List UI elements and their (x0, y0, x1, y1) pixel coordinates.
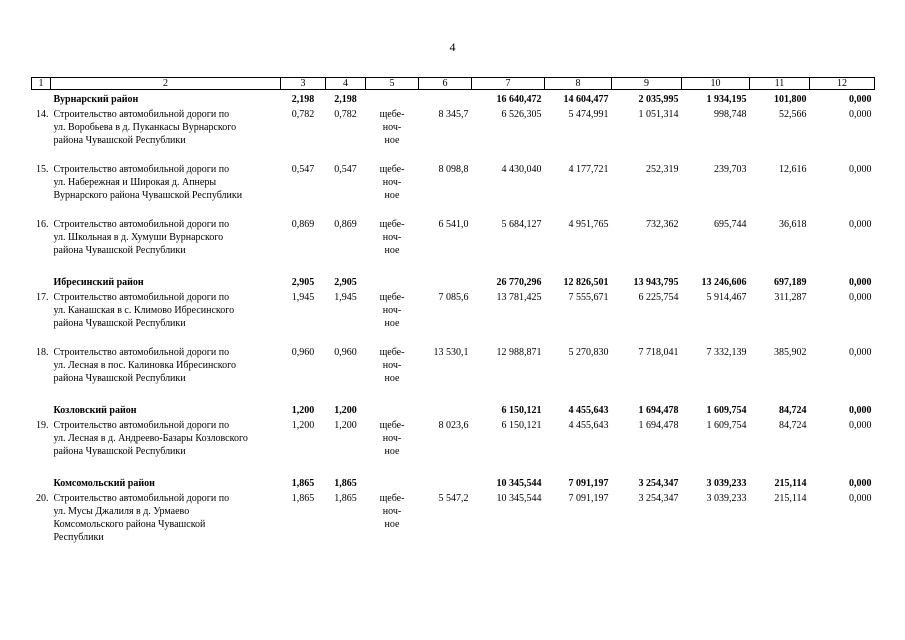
column-header: 5 (366, 78, 419, 90)
cost-value: 5 547,2 (438, 493, 469, 504)
row-index: 15. (36, 164, 49, 175)
row-index (32, 401, 51, 419)
table-row (32, 218, 875, 273)
cost-value: 12 826,501 (563, 277, 609, 288)
cost-value: 4 430,040 (501, 164, 542, 175)
length-value: 1,200 (334, 420, 357, 431)
cost-value: 0,000 (849, 277, 872, 288)
row-index (32, 90, 51, 109)
cost-value: 26 770,296 (496, 277, 542, 288)
cost-value: 5 474,991 (568, 109, 609, 120)
table-row (32, 346, 875, 401)
cost-value: 5 270,830 (568, 347, 609, 358)
surface-type: щебе- ноч- ное (379, 164, 405, 201)
length-value: 0,547 (291, 164, 315, 175)
row-index: 17. (36, 292, 49, 303)
cost-value: 6 150,121 (501, 420, 542, 431)
cost-value: 10 345,544 (496, 493, 542, 504)
column-number-header (32, 78, 875, 90)
cost-value: 5 684,127 (501, 219, 542, 230)
length-value: 1,200 (291, 405, 315, 416)
cost-value: 1 694,478 (638, 405, 679, 416)
cost-value: 13 530,1 (433, 347, 469, 358)
surface-type: щебе- ноч- ное (379, 109, 405, 146)
project-name: Строительство автомобильной дороги по ул. Воробьева в д. Пуканкасы Вурнарского района Чувашской Республики (53, 109, 237, 146)
cost-value: 3 254,347 (638, 478, 679, 489)
cost-value (419, 273, 472, 291)
surface-type: щебе- ноч- ное (379, 493, 405, 530)
cost-value: 215,114 (774, 493, 807, 504)
cost-value: 16 640,472 (496, 94, 542, 105)
cost-value: 1 934,195 (706, 94, 747, 105)
cost-value: 998,748 (714, 109, 747, 120)
project-name: Строительство автомобильной дороги по ул. Школьная в д. Хумуши Вурнарского района Чувашской Республики (53, 219, 230, 256)
table-row (32, 492, 875, 558)
cost-value: 215,114 (774, 478, 807, 489)
cost-value: 1 609,754 (706, 405, 747, 416)
table-row (32, 163, 875, 218)
column-header: 6 (419, 78, 472, 90)
cost-value: 84,724 (779, 405, 807, 416)
cost-value: 3 039,233 (706, 478, 747, 489)
cost-value: 7 091,197 (568, 493, 609, 504)
column-header: 11 (750, 78, 810, 90)
length-value: 0,547 (334, 164, 357, 175)
cost-value (419, 90, 472, 109)
cost-value: 239,703 (714, 164, 747, 175)
row-index: 18. (36, 347, 49, 358)
length-value: 1,945 (291, 292, 315, 303)
length-value: 1,865 (291, 478, 315, 489)
cost-value: 7 555,671 (568, 292, 609, 303)
cost-value: 0,000 (849, 493, 872, 504)
cost-value: 7 085,6 (438, 292, 469, 303)
cost-value: 0,000 (849, 94, 872, 105)
length-value: 2,198 (334, 94, 357, 105)
district-subtotal-row (32, 401, 875, 419)
surface-type (366, 401, 419, 419)
cost-value: 4 177,721 (568, 164, 609, 175)
district-subtotal-row (32, 273, 875, 291)
road-construction-table (31, 77, 875, 558)
row-index (32, 273, 51, 291)
cost-value: 732,362 (646, 219, 679, 230)
cost-value: 13 781,425 (496, 292, 542, 303)
length-value: 1,865 (291, 493, 315, 504)
cost-value: 0,000 (849, 109, 872, 120)
length-value: 0,869 (291, 219, 315, 230)
district-name: Козловский район (53, 405, 137, 416)
cost-value: 36,618 (779, 219, 807, 230)
cost-value: 3 254,347 (638, 493, 679, 504)
project-name: Строительство автомобильной дороги по ул. Лесная в д. Андреево-Базары Козловского района Чувашской Республики (53, 420, 248, 457)
cost-value: 101,800 (774, 94, 807, 105)
length-value: 0,869 (334, 219, 357, 230)
cost-value: 1 609,754 (706, 420, 747, 431)
length-value: 0,960 (291, 347, 315, 358)
cost-value: 385,902 (774, 347, 807, 358)
cost-value: 311,287 (774, 292, 807, 303)
length-value: 2,905 (291, 277, 315, 288)
row-index: 16. (36, 219, 49, 230)
cost-value: 52,566 (779, 109, 807, 120)
row-index (32, 474, 51, 492)
table-row (32, 419, 875, 474)
cost-value: 4 455,643 (568, 405, 609, 416)
cost-value: 7 091,197 (568, 478, 609, 489)
cost-value: 84,724 (779, 420, 807, 431)
surface-type: щебе- ноч- ное (379, 292, 405, 329)
length-value: 0,960 (334, 347, 357, 358)
surface-type: щебе- ноч- ное (379, 219, 405, 256)
cost-value: 695,744 (714, 219, 747, 230)
column-header: 1 (32, 78, 51, 90)
cost-value: 4 455,643 (568, 420, 609, 431)
surface-type (366, 273, 419, 291)
column-header: 7 (472, 78, 545, 90)
cost-value: 12,616 (779, 164, 807, 175)
column-header: 8 (545, 78, 612, 90)
district-subtotal-row (32, 474, 875, 492)
column-header: 10 (682, 78, 750, 90)
project-name: Строительство автомобильной дороги по ул. Лесная в пос. Калиновка Ибресинского района Чувашской Республики (53, 347, 236, 384)
column-header: 4 (326, 78, 366, 90)
row-index: 14. (36, 109, 49, 120)
surface-type: щебе- ноч- ное (379, 420, 405, 457)
cost-value: 697,189 (774, 277, 807, 288)
column-header: 12 (810, 78, 875, 90)
cost-value: 12 988,871 (496, 347, 542, 358)
cost-value: 3 039,233 (706, 493, 747, 504)
cost-value: 7 718,041 (638, 347, 679, 358)
district-name: Ибресинский район (53, 277, 144, 288)
cost-value: 13 246,606 (701, 277, 747, 288)
cost-value: 14 604,477 (563, 94, 609, 105)
district-name: Комсомольский район (53, 478, 155, 489)
length-value: 1,865 (334, 493, 357, 504)
cost-value: 6 541,0 (438, 219, 469, 230)
table-row (32, 108, 875, 163)
cost-value: 6 526,305 (501, 109, 542, 120)
surface-type (366, 90, 419, 109)
cost-value: 8 098,8 (438, 164, 469, 175)
column-header: 3 (281, 78, 326, 90)
length-value: 0,782 (334, 109, 357, 120)
cost-value: 0,000 (849, 478, 872, 489)
length-value: 1,200 (334, 405, 357, 416)
cost-value: 6 150,121 (501, 405, 542, 416)
cost-value: 8 345,7 (438, 109, 469, 120)
project-name: Строительство автомобильной дороги по ул. Набережная и Широкая д. Апнеры Вурнарского района Чувашской Республики (53, 164, 243, 201)
cost-value: 0,000 (849, 292, 872, 303)
column-header: 9 (612, 78, 682, 90)
cost-value: 1 694,478 (638, 420, 679, 431)
length-value: 1,865 (334, 478, 357, 489)
length-value: 1,945 (334, 292, 357, 303)
cost-value: 2 035,995 (638, 94, 679, 105)
cost-value: 8 023,6 (438, 420, 469, 431)
cost-value: 7 332,139 (706, 347, 747, 358)
surface-type (366, 474, 419, 492)
cost-value: 6 225,754 (638, 292, 679, 303)
surface-type: щебе- ноч- ное (379, 347, 405, 384)
cost-value: 0,000 (849, 420, 872, 431)
cost-value: 10 345,544 (496, 478, 542, 489)
cost-value: 0,000 (849, 405, 872, 416)
row-index: 20. (36, 493, 49, 504)
table-row (32, 291, 875, 346)
district-subtotal-row (32, 90, 875, 109)
column-header: 2 (51, 78, 281, 90)
page-number: 4 (449, 40, 456, 54)
cost-value: 0,000 (849, 164, 872, 175)
cost-value: 0,000 (849, 219, 872, 230)
length-value: 0,782 (291, 109, 315, 120)
cost-value: 252,319 (646, 164, 679, 175)
project-name: Строительство автомобильной дороги по ул. Канашская в с. Климово Ибресинского района Чувашской Республики (53, 292, 235, 329)
district-name: Вурнарский район (53, 94, 139, 105)
length-value: 2,198 (291, 94, 315, 105)
length-value: 2,905 (334, 277, 357, 288)
project-name: Строительство автомобильной дороги по ул. Мусы Джалиля в д. Урмаево Комсомольского района Чувашской Республики (53, 493, 230, 543)
cost-value: 4 951,765 (568, 219, 609, 230)
row-index: 19. (36, 420, 49, 431)
cost-value (419, 401, 472, 419)
cost-value: 5 914,467 (706, 292, 747, 303)
cost-value: 1 051,314 (638, 109, 679, 120)
length-value: 1,200 (291, 420, 315, 431)
cost-value: 13 943,795 (633, 277, 679, 288)
cost-value: 0,000 (849, 347, 872, 358)
cost-value (419, 474, 472, 492)
